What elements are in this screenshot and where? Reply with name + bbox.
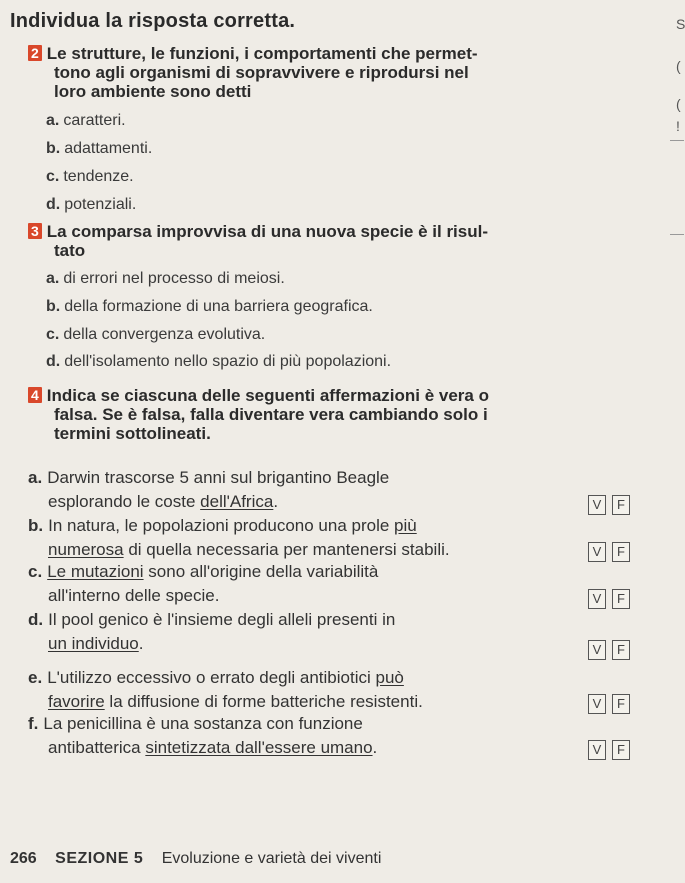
edge-rule [670,140,684,141]
q3-option-d[interactable]: d. dell'isolamento nello spazio di più popolazioni. [46,353,392,370]
page-heading: Individua la risposta corretta. [10,10,296,32]
statement-a-false-box[interactable]: F [612,495,630,515]
question-2-line-3: loro ambiente sono detti [54,82,252,101]
q3-option-c[interactable]: c. della convergenza evolutiva. [46,326,266,343]
statement-c-false-box[interactable]: F [612,589,630,609]
question-4-number: 4 [28,387,42,403]
q3-option-b[interactable]: b. della formazione di una barriera geografica. [46,298,373,315]
question-3-line-2: tato [54,241,86,260]
edge-glyph: S [676,16,685,32]
statement-a-true-box[interactable]: V [588,495,606,515]
q3-option-a[interactable]: a. di errori nel processo di meiosi. [46,270,285,287]
statement-f-true-box[interactable]: V [588,740,606,760]
question-2-line-1: 2 Le strutture, le funzioni, i comportamenti che permet- [28,44,478,63]
section-label: SEZIONE 5 [55,850,144,867]
statement-c-true-box[interactable]: V [588,589,606,609]
page-footer [10,850,381,868]
statement-c-vf [588,589,630,609]
q2-option-b[interactable]: b. adattamenti. [46,140,153,157]
statement-a: a. Darwin trascorse 5 anni sul brigantino Beagle esplorando le coste dell'Africa. [28,468,390,511]
statement-d-false-box[interactable]: F [612,640,630,660]
edge-glyph: ( [676,96,681,112]
question-4-line-2: falsa. Se è falsa, falla diventare vera cambiando solo i [54,405,488,424]
edge-glyph: ( [676,58,681,74]
statement-e-vf [588,694,630,714]
question-3-line-1: 3 La comparsa improvvisa di una nuova specie è il risul- [28,222,488,241]
statement-b-false-box[interactable]: F [612,542,630,562]
statement-c: c. Le mutazioni sono all'origine della variabilità all'interno delle specie. [28,562,379,605]
page-number: 266 [10,850,37,867]
statement-f-vf [588,740,630,760]
section-title: Evoluzione e varietà dei viventi [161,850,382,867]
statement-e-false-box[interactable]: F [612,694,630,714]
statement-e-true-box[interactable]: V [588,694,606,714]
q2-option-a[interactable]: a. caratteri. [46,112,126,129]
question-4-line-1: 4 Indica se ciascuna delle seguenti affermazioni è vera o [28,386,489,405]
question-3-number: 3 [28,223,42,239]
statement-d-true-box[interactable]: V [588,640,606,660]
statement-d: d. Il pool genico è l'insieme degli alleli presenti in un individuo. [28,610,396,653]
question-4-line-3: termini sottolineati. [54,424,211,443]
q2-option-c[interactable]: c. tendenze. [46,168,134,185]
statement-f: f. La penicillina è una sostanza con funzione antibatterica sintetizzata dall'essere umano. [28,714,378,757]
statement-d-vf [588,640,630,660]
q2-option-d[interactable]: d. potenziali. [46,196,137,213]
question-2-line-2: tono agli organismi di sopravvivere e riprodursi nel [54,63,469,82]
statement-b-vf [588,542,630,562]
statement-a-vf [588,495,630,515]
edge-glyph: ! [676,118,680,134]
statement-b: b. In natura, le popolazioni producono una prole più numerosa di quella necessaria per mantenersi stabili. [28,516,450,559]
edge-rule [670,234,684,235]
question-2-number: 2 [28,45,42,61]
statement-e: e. L'utilizzo eccessivo o errato degli antibiotici può favorire la diffusione di forme batteriche resistenti. [28,668,423,711]
statement-f-false-box[interactable]: F [612,740,630,760]
adjacent-column-edge [674,0,684,883]
statement-b-true-box[interactable]: V [588,542,606,562]
